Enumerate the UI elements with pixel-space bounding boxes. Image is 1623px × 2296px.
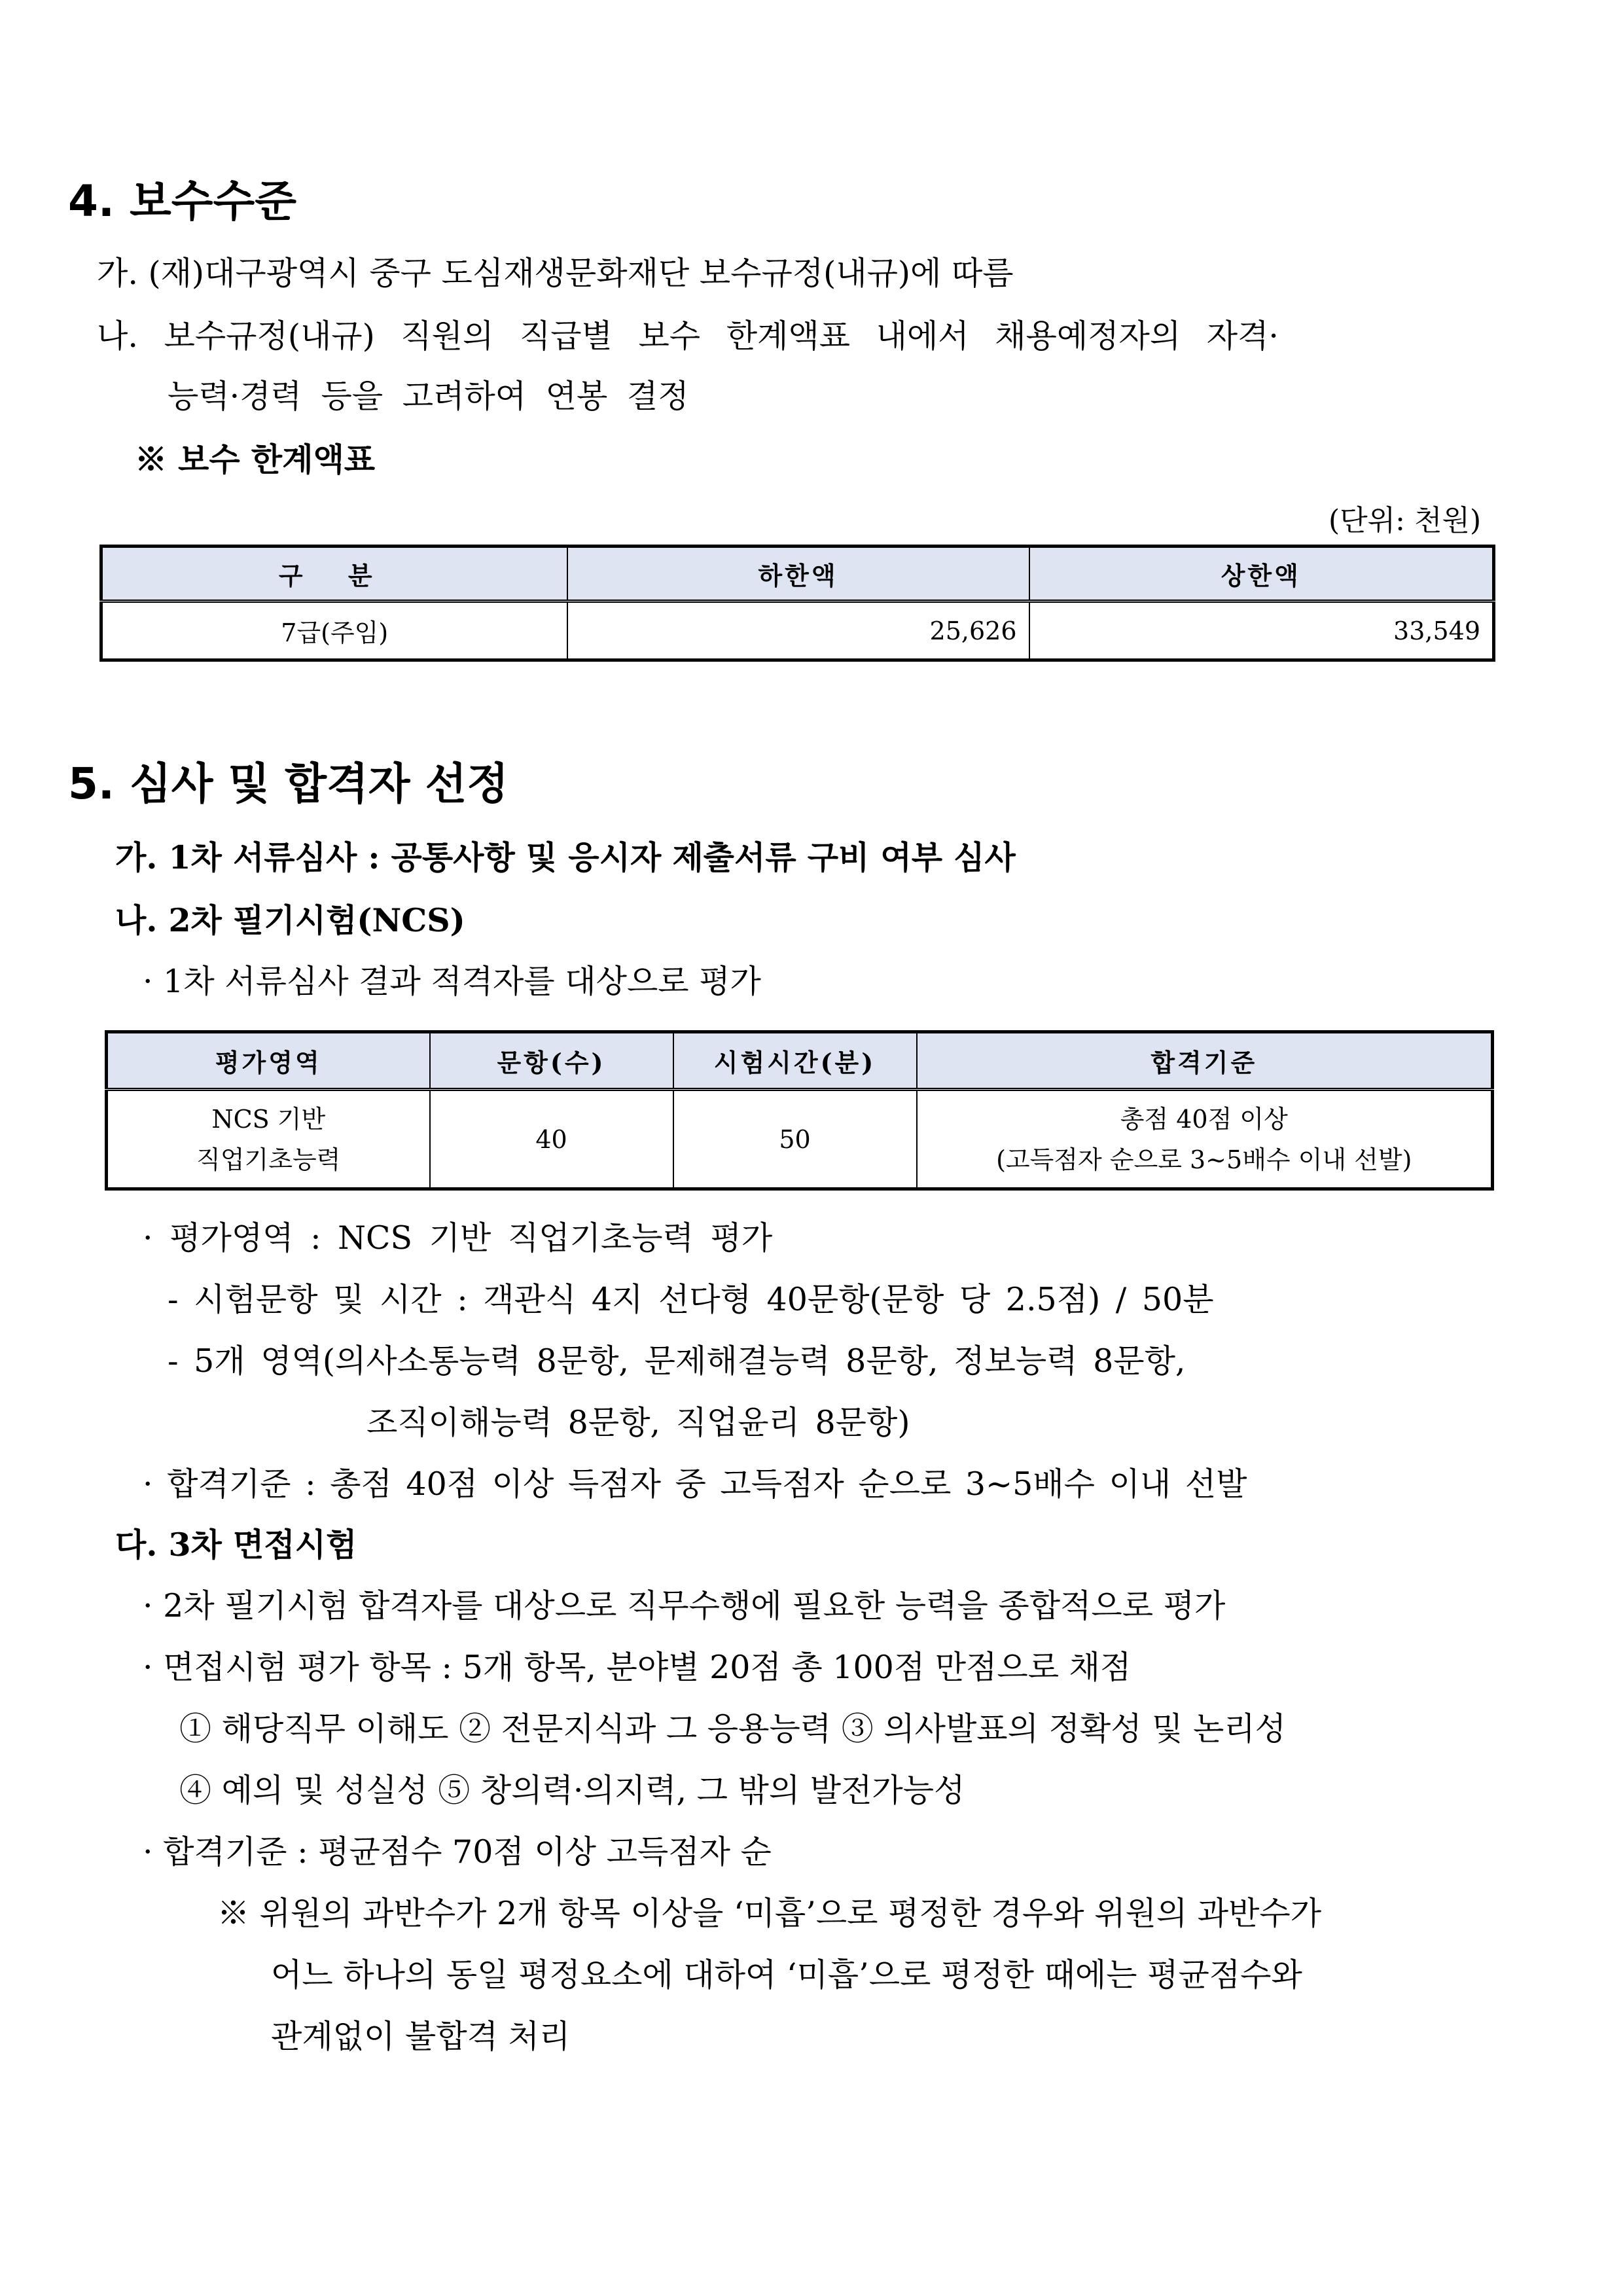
section-5-item-ga: 가. 1차 서류심사 : 공통사항 및 응시자 제출서류 구비 여부 심사 [115, 838, 1016, 876]
section-5-title: 5. 심사 및 합격자 선정 [68, 759, 508, 809]
exam-cell-area-line2: 직업기초능력 [196, 1145, 341, 1174]
section-4-item-ga: 가. (재)대구광역시 중구 도심재생문화재단 보수규정(내규)에 따름 [97, 255, 1014, 292]
exam-cell-criteria [917, 1090, 1493, 1189]
interview-criteria-1-3: ① 해당직무 이해도 ② 전문지식과 그 응용능력 ③ 의사발표의 정확성 및 논리성 [179, 1710, 1287, 1748]
salary-cell-max: 33,549 [1029, 601, 1494, 660]
section-4-item-na-text: 나. 보수규정(내규) 직원의 직급별 보수 한계액표 내에서 채용예정자의 자격· [97, 317, 1279, 355]
interview-detail-items: · 면접시험 평가 항목 : 5개 항목, 분야별 20점 총 100점 만점으로 채점 [143, 1649, 1132, 1686]
table-row [101, 601, 1494, 660]
interview-detail-pass: · 합격기준 : 평균점수 70점 이상 고득점자 순 [143, 1833, 772, 1871]
exam-detail-area: · 평가영역 : NCS 기반 직업기초능력 평가 [143, 1219, 773, 1257]
exam-detail-domains: - 5개 영역(의사소통능력 8문항, 문제해결능력 8문항, 정보능력 8문항, [168, 1342, 1186, 1380]
interview-note-line2: 어느 하나의 동일 평정요소에 대하여 ‘미흡’으로 평정한 때에는 평균점수와 [271, 1956, 1302, 1994]
salary-limit-table [99, 545, 1495, 662]
exam-header-criteria: 합격기준 [917, 1032, 1493, 1090]
exam-cell-area [107, 1090, 430, 1189]
exam-detail-criteria: · 합격기준 : 총점 40점 이상 득점자 중 고득점자 순으로 3~5배수 이내 선발 [143, 1465, 1247, 1503]
salary-header-category: 구 분 [101, 547, 567, 601]
exam-cell-criteria-line1: 총점 40점 이상 [1120, 1104, 1288, 1134]
salary-cell-min: 25,626 [567, 601, 1029, 660]
exam-detail-domains-cont: 조직이해능력 8문항, 직업윤리 8문항) [366, 1404, 910, 1441]
salary-table-unit: (단위: 천원) [1329, 504, 1482, 537]
interview-note-line1: ※ 위원의 과반수가 2개 항목 이상을 ‘미흡’으로 평정한 경우와 위원의 과반수가 [217, 1895, 1322, 1932]
section-4-item-na [97, 317, 1492, 356]
interview-criteria-4-5: ④ 예의 및 성실성 ⑤ 창의력·의지력, 그 밖의 발전가능성 [179, 1772, 965, 1809]
section-5-item-da: 다. 3차 면접시험 [115, 1526, 357, 1564]
section-5-item-na: 나. 2차 필기시험(NCS) [115, 901, 465, 939]
section-4-item-na-cont: 능력·경력 등을 고려하여 연봉 결정 [168, 378, 689, 415]
exam-cell-area-line1: NCS 기반 [211, 1104, 326, 1134]
salary-table-note: ※ 보수 한계액표 [135, 440, 376, 478]
interview-detail-target: · 2차 필기시험 합격자를 대상으로 직무수행에 필요한 능력을 종합적으로 평가 [143, 1587, 1226, 1624]
interview-note-line3: 관계없이 불합격 처리 [271, 2018, 571, 2055]
exam-header-time: 시험시간(분) [673, 1032, 917, 1090]
section-4-title: 4. 보수수준 [68, 176, 296, 226]
exam-detail-questions: - 시험문항 및 시간 : 객관식 4지 선다형 40문항(문항 당 2.5점) / 50분 [168, 1281, 1214, 1318]
exam-header-count: 문항(수) [430, 1032, 673, 1090]
salary-header-min: 하한액 [567, 547, 1029, 601]
salary-header-max: 상한액 [1029, 547, 1494, 601]
salary-cell-grade: 7급(주임) [101, 601, 567, 660]
table-row [107, 1090, 1493, 1189]
section-5-na-bullet: · 1차 서류심사 결과 적격자를 대상으로 평가 [143, 963, 761, 1000]
exam-cell-count: 40 [430, 1090, 673, 1189]
exam-cell-time: 50 [673, 1090, 917, 1189]
written-exam-table [105, 1030, 1494, 1191]
exam-cell-criteria-line2: (고득점자 순으로 3~5배수 이내 선발) [996, 1145, 1412, 1174]
exam-header-area: 평가영역 [107, 1032, 430, 1090]
